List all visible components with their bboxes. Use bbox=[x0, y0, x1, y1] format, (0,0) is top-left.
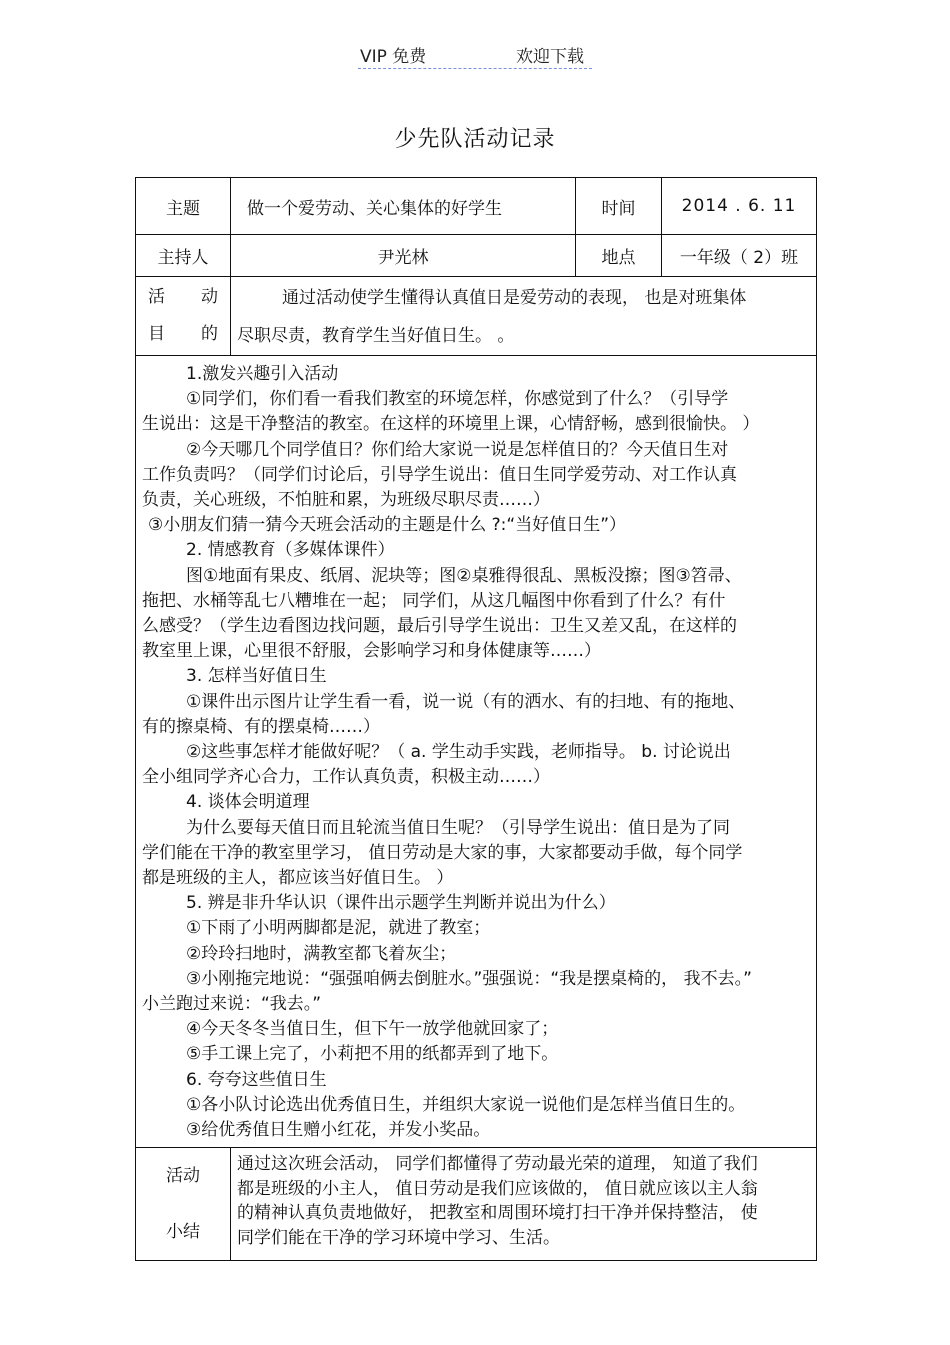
place-label: 地点 bbox=[576, 235, 662, 277]
body-line: ③小朋友们猜一猜今天班会活动的主题是什么 ?:“当好值日生”） bbox=[148, 515, 627, 536]
body-line: ③给优秀值日生赠小红花，并发小奖品。 bbox=[186, 1120, 491, 1141]
body-line: 学们能在干净的教室里学习， 值日劳动是大家的事，大家都要动手做，每个同学 bbox=[142, 842, 743, 863]
body-line: 图①地面有果皮、纸屑、泥块等；图②桌雅得很乱、黑板没擦；图③笤帚、 bbox=[186, 565, 742, 586]
body-line: ③小刚拖完地说：“强强咱俩去倒脏水。”强强说：“我是摆桌椅的， 我不去。” bbox=[186, 968, 752, 989]
body-line: 为什么要每天值日而且轮流当值日生呢？（引导学生说出：值日是为了同 bbox=[186, 817, 730, 838]
body-line: 么感受？（学生边看图边找问题，最后引导学生说出：卫生又差又乱，在这样的 bbox=[142, 616, 737, 637]
purpose-label-char: 活 bbox=[148, 287, 165, 307]
host-value: 尹光林 bbox=[231, 235, 576, 277]
purpose-line: 尽职尽责，教育学生当好值日生。 。 bbox=[237, 326, 515, 346]
body-line: ②玲玲扫地时，满教室都飞着灰尘； bbox=[186, 943, 457, 964]
section-heading: 6. 夸夸这些值日生 bbox=[186, 1069, 327, 1090]
summary-label-line: 小结 bbox=[166, 1222, 200, 1243]
summary-row bbox=[136, 1148, 817, 1261]
section-heading: 5. 辨是非升华认识（课件出示题学生判断并说出为什么） bbox=[186, 893, 616, 914]
purpose-line: 通过活动使学生懂得认真值日是爱劳动的表现， 也是对班集体 bbox=[282, 288, 747, 308]
body-line: ②这些事怎样才能做好呢？（ a. 学生动手实践，老师指导。 b. 讨论说出 bbox=[186, 742, 731, 763]
place-value: 一年级（ 2）班 bbox=[662, 235, 817, 277]
body-line: 生说出：这是干净整洁的教室。在这样的环境里上课，心情舒畅，感到很愉快。 ） bbox=[142, 414, 760, 435]
section-heading: 4. 谈体会明道理 bbox=[186, 792, 310, 813]
summary-line: 都是班级的小主人， 值日劳动是我们应该做的， 值日就应该以主人翁 bbox=[237, 1178, 758, 1199]
summary-text bbox=[231, 1148, 817, 1261]
welcome-download-label: 欢迎下载 bbox=[516, 47, 584, 67]
summary-label bbox=[136, 1148, 231, 1261]
body-line: 都是班级的主人，都应该当好值日生。 ） bbox=[142, 868, 454, 889]
body-line: 全小组同学齐心合力，工作认真负责，积极主动……） bbox=[142, 767, 550, 788]
body-line: ①同学们，你们看一看我们教室的环境怎样，你感觉到了什么？（引导学 bbox=[186, 389, 729, 410]
body-line: 小兰跑过来说：“我去。” bbox=[142, 994, 322, 1015]
body-line: ①下雨了小明两脚都是泥，就进了教室； bbox=[186, 918, 491, 939]
body-line: ⑤手工课上完了，小莉把不用的纸都弄到了地下。 bbox=[186, 1044, 559, 1065]
time-label: 时间 bbox=[576, 178, 662, 235]
body-line: 负责，关心班级，不怕脏和累，为班级尽职尽责……） bbox=[142, 490, 550, 511]
purpose-label bbox=[136, 277, 231, 356]
host-row bbox=[136, 235, 817, 277]
body-line: ②今天哪几个同学值日？你们给大家说一说是怎样值日的？今天值日生对 bbox=[186, 439, 729, 460]
body-line: 拖把、水桶等乱七八糟堆在一起； 同学们，从这几幅图中你看到了什么？有什 bbox=[142, 590, 726, 611]
body-line: 有的擦桌椅、有的摆桌椅……） bbox=[142, 716, 380, 737]
topic-label: 主题 bbox=[136, 178, 231, 235]
body-line: ④今天冬冬当值日生，但下午一放学他就回家了； bbox=[186, 1019, 559, 1040]
section-heading: 2. 情感教育（多媒体课件） bbox=[186, 540, 395, 561]
purpose-row bbox=[136, 277, 817, 356]
section-heading: 3. 怎样当好值日生 bbox=[186, 666, 327, 687]
page-header bbox=[358, 42, 592, 69]
body-line: ①各小队讨论选出优秀值日生，并组织大家说一说他们是怎样当值日生的。 bbox=[186, 1094, 746, 1115]
purpose-label-char: 的 bbox=[201, 324, 218, 344]
body-line: ①课件出示图片让学生看一看，说一说（有的洒水、有的扫地、有的拖地、 bbox=[186, 691, 746, 712]
summary-line: 同学们能在干净的学习环境中学习、生活。 bbox=[237, 1227, 560, 1248]
document-title: 少先队活动记录 bbox=[394, 127, 556, 152]
date-value: 2014 . 6. 11 bbox=[662, 178, 817, 235]
summary-label-line: 活动 bbox=[166, 1166, 200, 1187]
section-heading: 1.激发兴趣引入活动 bbox=[186, 364, 339, 384]
topic-value: 做一个爱劳动、关心集体的好学生 bbox=[231, 178, 576, 235]
host-label: 主持人 bbox=[136, 235, 231, 277]
body-line: 教室里上课，心里很不舒服，会影响学习和身体健康等……） bbox=[142, 641, 601, 662]
purpose-label-char: 动 bbox=[201, 287, 218, 307]
activity-process-row bbox=[136, 356, 817, 1148]
vip-free-label: VIP 免费 bbox=[360, 47, 427, 67]
summary-line: 的精神认真负责地做好， 把教室和周围环境打扫干净并保持整洁， 使 bbox=[237, 1203, 758, 1224]
summary-line: 通过这次班会活动， 同学们都懂得了劳动最光荣的道理， 知道了我们 bbox=[237, 1154, 758, 1175]
activity-process bbox=[136, 356, 817, 1148]
purpose-value bbox=[231, 277, 817, 356]
topic-row bbox=[136, 178, 817, 235]
purpose-label-char: 目 bbox=[148, 324, 165, 344]
body-line: 工作负责吗？（同学们讨论后，引导学生说出：值日生同学爱劳动、对工作认真 bbox=[142, 464, 737, 485]
activity-record-table bbox=[135, 177, 817, 1261]
